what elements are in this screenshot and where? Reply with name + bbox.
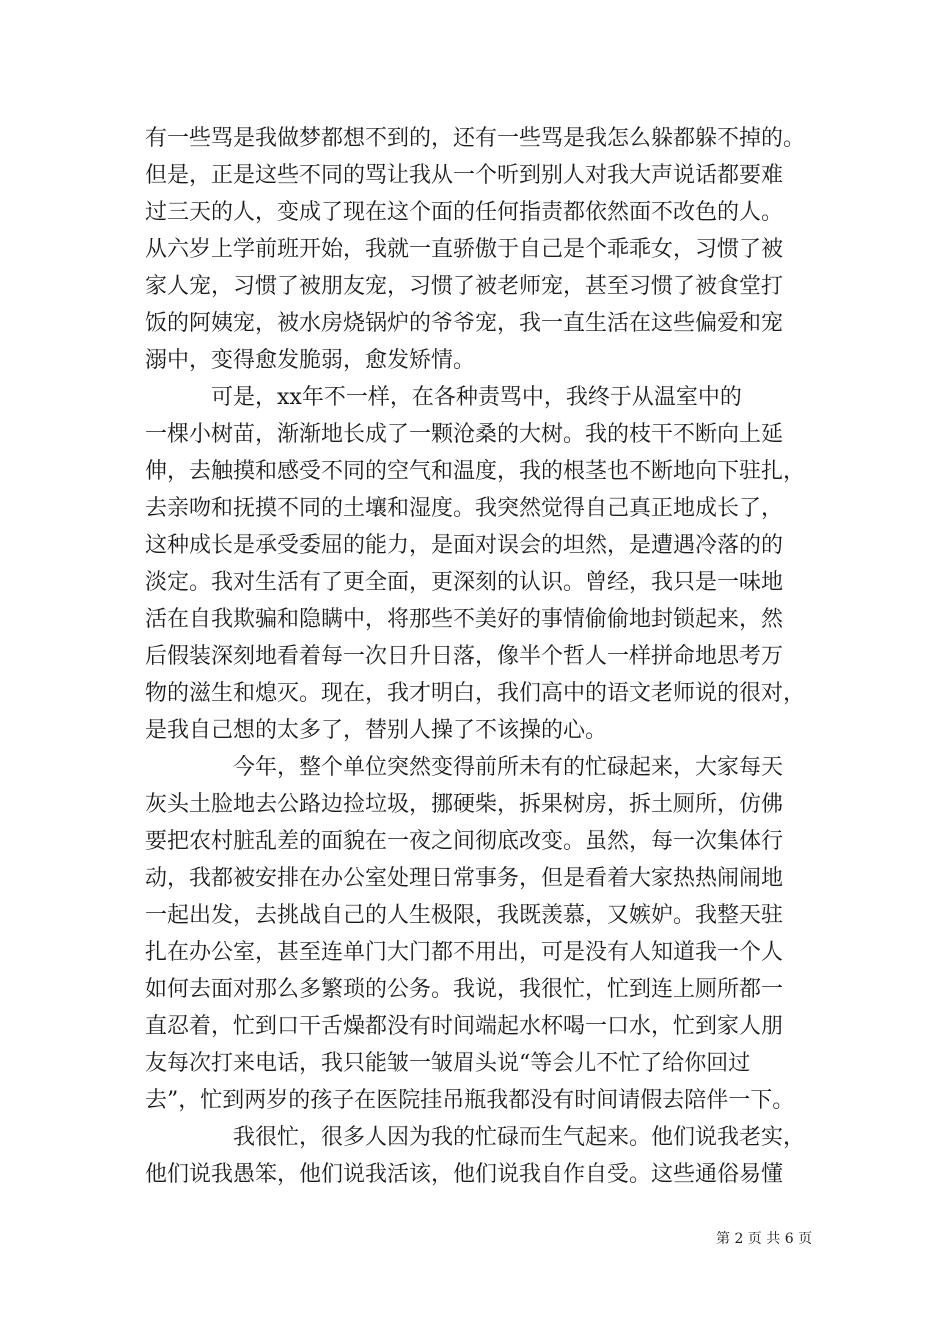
text-line: 扎在办公室，甚至连单门大门都不用出，可是没有人知道我一个人 [145, 940, 784, 965]
text-line: 动，我都被安排在办公室处理日常事务，但是看着大家热热闹闹地 [145, 866, 784, 891]
text-line: 我很忙，很多人因为我的忙碌而生气起来。他们说我老实， [145, 1125, 806, 1150]
text-line: 一起出发，去挑战自己的人生极限，我既羡慕，又嫉妒。我整天驻 [145, 903, 784, 928]
text-line: 活在自我欺骗和隐瞒中，将那些不美好的事情偷偷地封锁起来，然 [145, 607, 784, 632]
text-line: 淡定。我对生活有了更全面，更深刻的认识。曾经，我只是一味地 [145, 570, 784, 595]
text-line: 是我自己想的太多了，替别人操了不该操的心。 [145, 718, 608, 743]
text-line: 灰头土脸地去公路边捡垃圾，挪硬柴，拆果树房，拆土厕所，仿佛 [145, 792, 784, 817]
text-line: 一棵小树苗，渐渐地长成了一颗沧桑的大树。我的枝干不断向上延 [145, 422, 784, 447]
text-line: 去”，忙到两岁的孩子在医院挂吊瓶我都没有时间请假去陪伴一下。 [145, 1088, 795, 1113]
text-line: 他们说我愚笨，他们说我活该，他们说我自作自受。这些通俗易懂 [145, 1162, 784, 1187]
text-line: 有一些骂是我做梦都想不到的，还有一些骂是我怎么躲都躲不掉的。 [145, 126, 806, 151]
text-line: 直忍着，忙到口干舌燥都没有时间端起水杯喝一口水，忙到家人朋 [145, 1014, 784, 1039]
text-line: 从六岁上学前班开始，我就一直骄傲于自己是个乖乖女，习惯了被 [145, 237, 784, 262]
text-line: 今年，整个单位突然变得前所未有的忙碌起来，大家每天 [145, 755, 784, 780]
text-line: 后假装深刻地看着每一次日升日落，像半个哲人一样拼命地思考万 [145, 644, 784, 669]
text-line: 友每次打来电话，我只能皱一皱眉头说“等会儿不忙了给你回过 [145, 1051, 751, 1076]
text-line: 家人宠，习惯了被朋友宠，习惯了被老师宠，甚至习惯了被食堂打 [145, 274, 784, 299]
text-line: 物的滋生和熄灭。现在，我才明白，我们高中的语文老师说的很对， [145, 681, 806, 706]
text-line: 溺中，变得愈发脆弱，愈发矫情。 [145, 348, 476, 373]
text-line: 但是，正是这些不同的骂让我从一个听到别人对我大声说话都要难 [145, 163, 784, 188]
text-line: 伸，去触摸和感受不同的空气和温度，我的根茎也不断地向下驻扎， [145, 459, 806, 484]
text-line: 如何去面对那么多繁琐的公务。我说，我很忙，忙到连上厕所都一 [145, 977, 784, 1002]
text-line: 这种成长是承受委屈的能力，是面对误会的坦然，是遭遇冷落的的 [145, 533, 784, 558]
text-line: 过三天的人，变成了现在这个面的任何指责都依然面不改色的人。 [145, 200, 784, 225]
text-line: 要把农村脏乱差的面貌在一夜之间彻底改变。虽然，每一次集体行 [145, 829, 784, 854]
text-line: 可是，xx年不一样，在各种责骂中，我终于从温室中的 [145, 385, 742, 410]
text-line: 饭的阿姨宠，被水房烧锅炉的爷爷宠，我一直生活在这些偏爱和宠 [145, 311, 784, 336]
text-line: 去亲吻和抚摸不同的土壤和湿度。我突然觉得自己真正地成长了， [145, 496, 784, 521]
page-footer: 第 2 页 共 6 页 [716, 1231, 813, 1247]
